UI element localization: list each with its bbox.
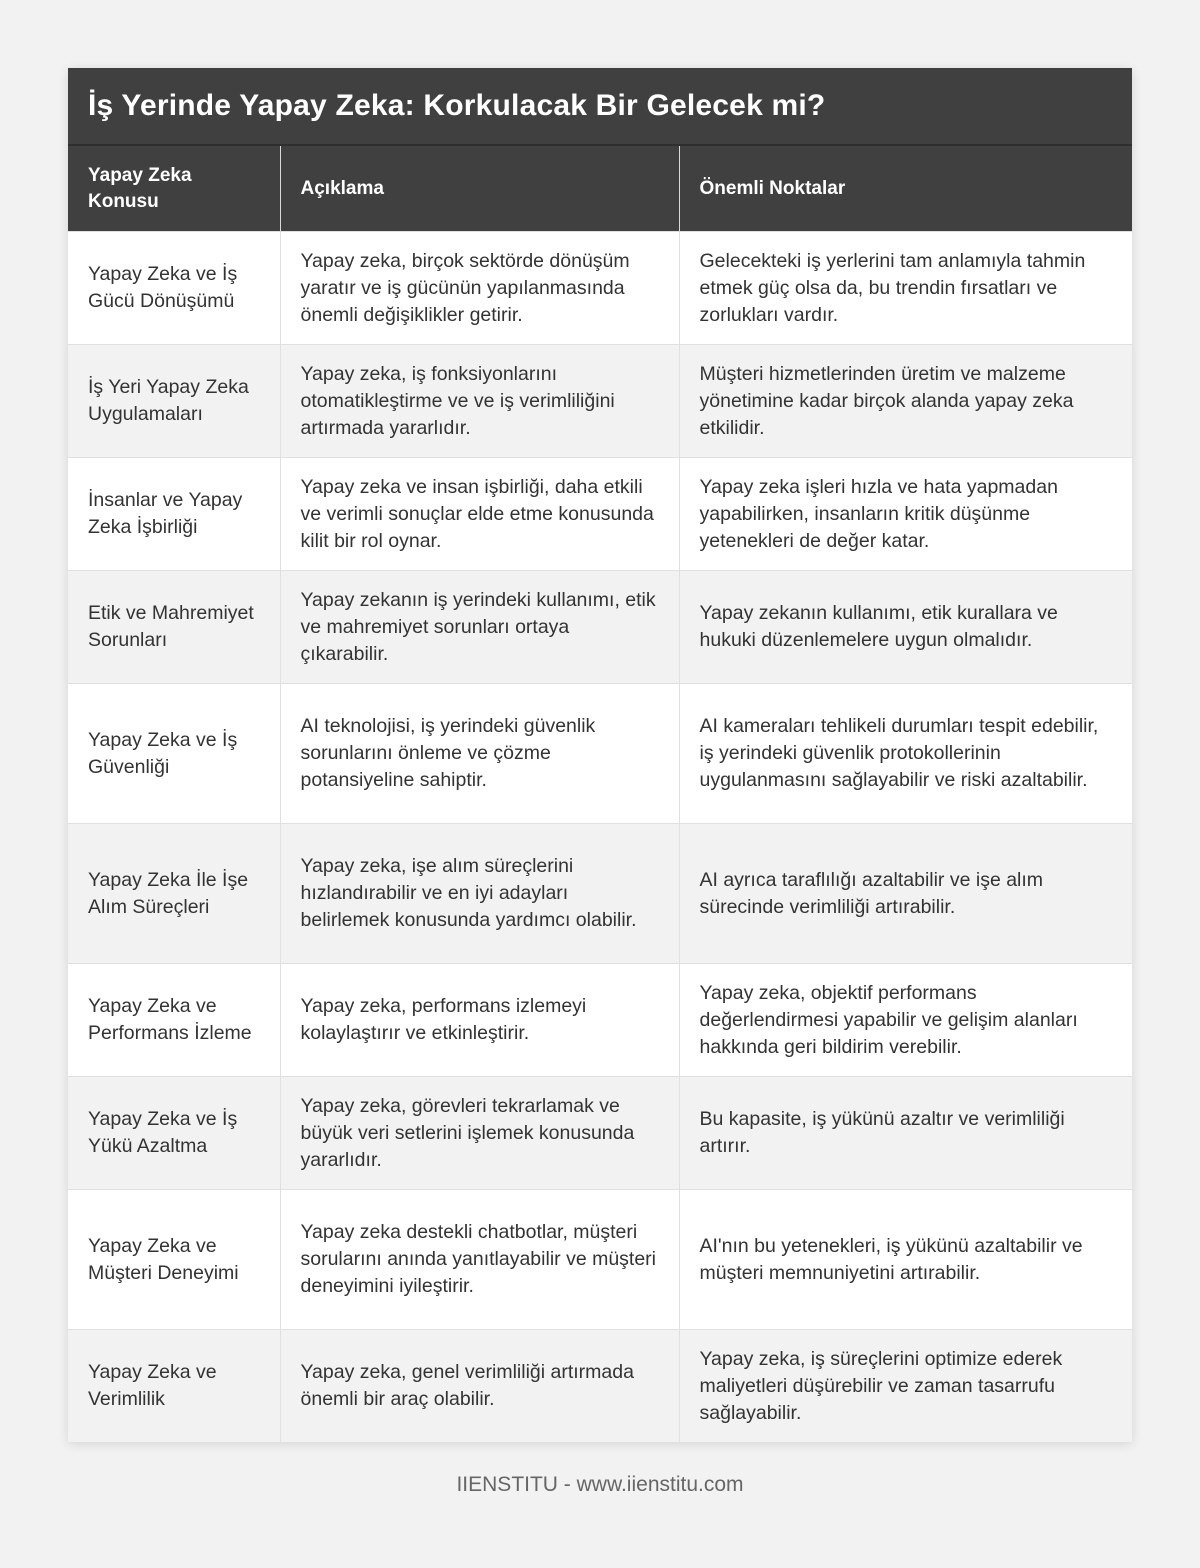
title-bar: [68, 68, 1132, 146]
table-row: [68, 684, 1132, 824]
description-cell: Yapay zeka destekli chatbotlar, müşteri sorularını anında yanıtlayabilir ve müşteri deneyimini iyileştirir.: [280, 1190, 679, 1330]
ai-topics-table: [68, 146, 1132, 1442]
table-header-row: [68, 146, 1132, 232]
description-cell: Yapay zekanın iş yerindeki kullanımı, etik ve mahremiyet sorunları ortaya çıkarabilir.: [280, 571, 679, 684]
table-row: [68, 1190, 1132, 1330]
topic-cell: Yapay Zeka ve İş Gücü Dönüşümü: [68, 232, 280, 345]
table-row: [68, 345, 1132, 458]
key-points-cell: Yapay zeka işleri hızla ve hata yapmadan yapabilirken, insanların kritik düşünme yetenekleri de değer katar.: [679, 458, 1132, 571]
topic-cell: Yapay Zeka İle İşe Alım Süreçleri: [68, 824, 280, 964]
footer-credit: IIENSTITU - www.iienstitu.com: [456, 1473, 744, 1496]
topic-cell: Yapay Zeka ve Performans İzleme: [68, 964, 280, 1077]
page-title: İş Yerinde Yapay Zeka: Korkulacak Bir Gelecek mi?: [88, 89, 826, 122]
topic-cell: Yapay Zeka ve Verimlilik: [68, 1330, 280, 1443]
key-points-cell: AI kameraları tehlikeli durumları tespit edebilir, iş yerindeki güvenlik protokollerinin uygulanmasını sağlayabilir ve riski azaltabilir.: [679, 684, 1132, 824]
topic-cell: İş Yeri Yapay Zeka Uygulamaları: [68, 345, 280, 458]
table-row: [68, 232, 1132, 345]
key-points-cell: Bu kapasite, iş yükünü azaltır ve verimliliği artırır.: [679, 1077, 1132, 1190]
topic-cell: İnsanlar ve Yapay Zeka İşbirliği: [68, 458, 280, 571]
table-row: [68, 964, 1132, 1077]
description-cell: Yapay zeka, işe alım süreçlerini hızlandırabilir ve en iyi adayları belirlemek konusunda yardımcı olabilir.: [280, 824, 679, 964]
topic-cell: Yapay Zeka ve Müşteri Deneyimi: [68, 1190, 280, 1330]
topic-cell: Yapay Zeka ve İş Yükü Azaltma: [68, 1077, 280, 1190]
description-cell: Yapay zeka, iş fonksiyonlarını otomatikleştirme ve ve iş verimliliğini artırmada yararlıdır.: [280, 345, 679, 458]
key-points-cell: Müşteri hizmetlerinden üretim ve malzeme yönetimine kadar birçok alanda yapay zeka etkilidir.: [679, 345, 1132, 458]
column-header-description: Açıklama: [280, 146, 679, 232]
column-header-topic: Yapay Zeka Konusu: [68, 146, 280, 232]
key-points-cell: Yapay zekanın kullanımı, etik kurallara ve hukuki düzenlemelere uygun olmalıdır.: [679, 571, 1132, 684]
description-cell: Yapay zeka ve insan işbirliği, daha etkili ve verimli sonuçlar elde etme konusunda kilit bir rol oynar.: [280, 458, 679, 571]
description-cell: Yapay zeka, genel verimliliği artırmada önemli bir araç olabilir.: [280, 1330, 679, 1443]
key-points-cell: AI'nın bu yetenekleri, iş yükünü azaltabilir ve müşteri memnuniyetini artırabilir.: [679, 1190, 1132, 1330]
infographic-card: [68, 68, 1132, 1442]
table-row: [68, 1330, 1132, 1443]
topic-cell: Etik ve Mahremiyet Sorunları: [68, 571, 280, 684]
table-row: [68, 571, 1132, 684]
table-row: [68, 1077, 1132, 1190]
key-points-cell: Yapay zeka, objektif performans değerlendirmesi yapabilir ve gelişim alanları hakkında geri bildirim verebilir.: [679, 964, 1132, 1077]
key-points-cell: AI ayrıca taraflılığı azaltabilir ve işe alım sürecinde verimliliği artırabilir.: [679, 824, 1132, 964]
column-header-key-points: Önemli Noktalar: [679, 146, 1132, 232]
table-row: [68, 458, 1132, 571]
key-points-cell: Yapay zeka, iş süreçlerini optimize ederek maliyetleri düşürebilir ve zaman tasarrufu sağlayabilir.: [679, 1330, 1132, 1443]
key-points-cell: Gelecekteki iş yerlerini tam anlamıyla tahmin etmek güç olsa da, bu trendin fırsatları ve zorlukları vardır.: [679, 232, 1132, 345]
topic-cell: Yapay Zeka ve İş Güvenliği: [68, 684, 280, 824]
table-row: [68, 824, 1132, 964]
description-cell: Yapay zeka, birçok sektörde dönüşüm yaratır ve iş gücünün yapılanmasında önemli değişiklikler getirir.: [280, 232, 679, 345]
description-cell: AI teknolojisi, iş yerindeki güvenlik sorunlarını önleme ve çözme potansiyeline sahiptir.: [280, 684, 679, 824]
description-cell: Yapay zeka, performans izlemeyi kolaylaştırır ve etkinleştirir.: [280, 964, 679, 1077]
description-cell: Yapay zeka, görevleri tekrarlamak ve büyük veri setlerini işlemek konusunda yararlıdır.: [280, 1077, 679, 1190]
